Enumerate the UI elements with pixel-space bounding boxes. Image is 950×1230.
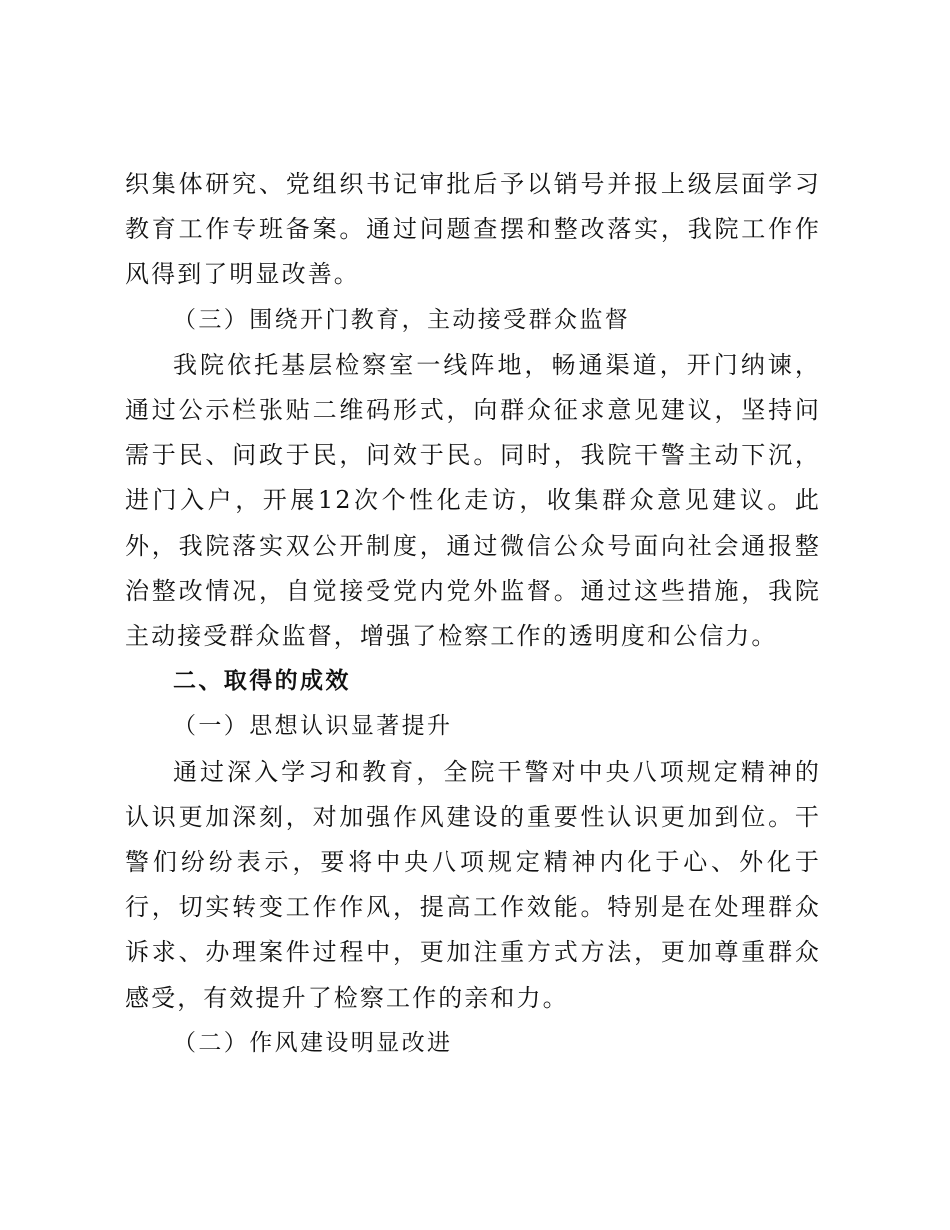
subheading-work-style: （二）作风建设明显改进 bbox=[173, 1029, 453, 1056]
subheading-open-education: （三）围绕开门教育，主动接受群众监督 bbox=[173, 306, 631, 333]
section-heading-results: 二、取得的成效 bbox=[173, 668, 351, 695]
subheading-thought: （一）思想认识显著提升 bbox=[173, 713, 453, 740]
paragraph-thought: 通过深入学习和教育，全院干警对中央八项规定精神的认识更加深刻，对加强作风建设的重要性认识更加到位。干警们纷纷表示，要将中央八项规定精神内化于心、外化于行，切实转变工作作风，提高工作效能。特别是在处理群众诉求、办理案件过程中，更加注重方式方法，更加尊重群众感受，有效提升了检察工作的亲和力。 bbox=[125, 757, 821, 1012]
document-body bbox=[125, 162, 821, 1066]
paragraph-supervision: 我院依托基层检察室一线阵地，畅通渠道，开门纳谏，通过公示栏张贴二维码形式，向群众征求意见建议，坚持问需于民、问政于民，问效于民。同时，我院干警主动下沉，进门入户，开展12次个性化走访，收集群众意见建议。此外，我院落实双公开制度，通过微信公众号面向社会通报整治整改情况，自觉接受党内党外监督。通过这些措施，我院主动接受群众监督，增强了检察工作的透明度和公信力。 bbox=[125, 350, 821, 651]
paragraph-continued: 织集体研究、党组织书记审批后予以销号并报上级层面学习教育工作专班备案。通过问题查摆和整改落实，我院工作作风得到了明显改善。 bbox=[125, 170, 821, 289]
